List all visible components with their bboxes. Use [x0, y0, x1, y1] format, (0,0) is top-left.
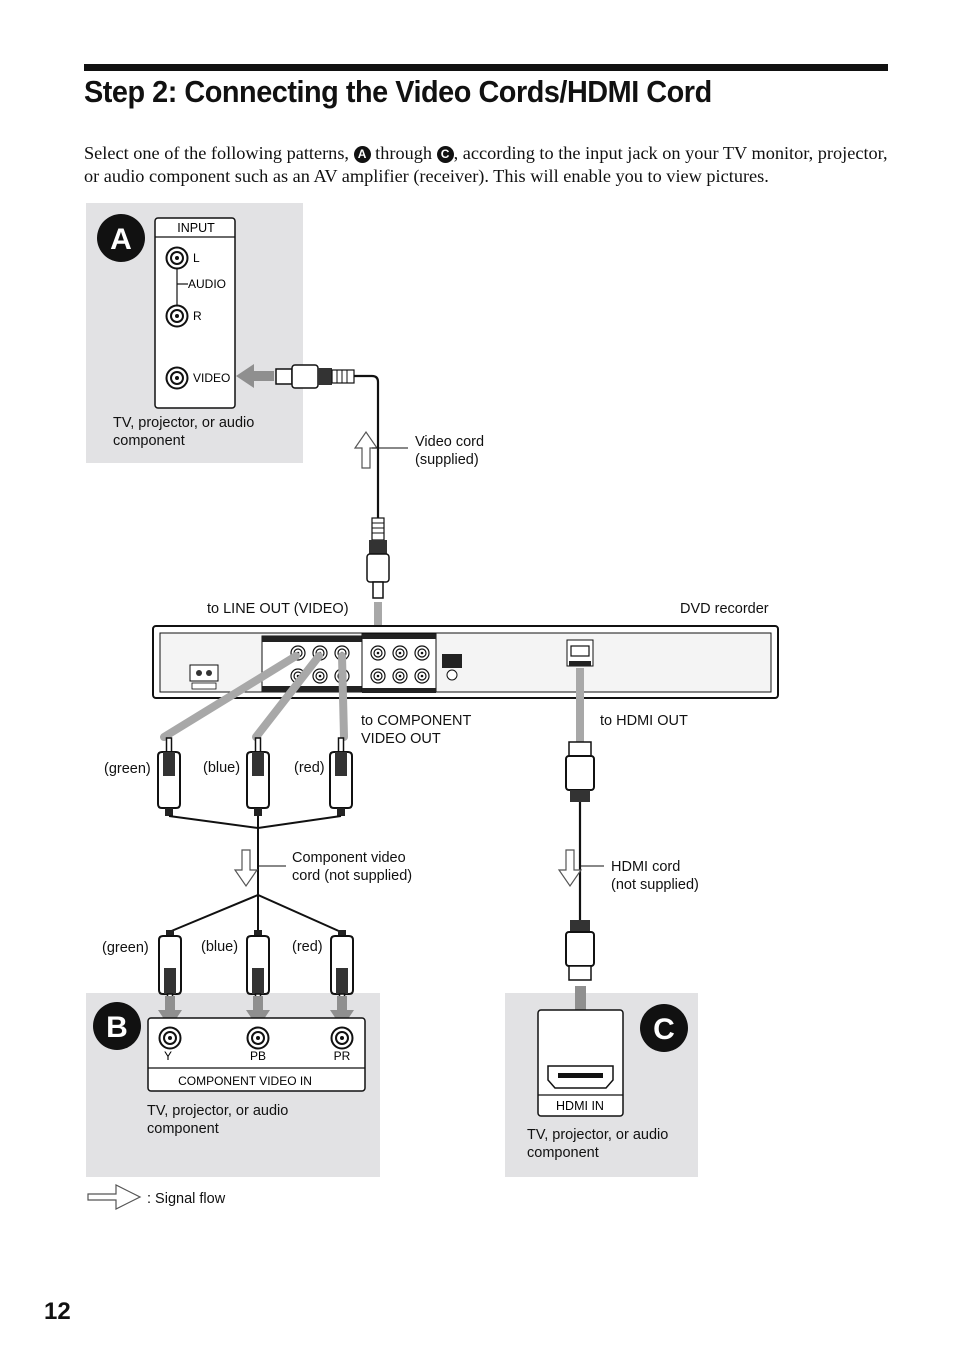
svg-text:A: A: [110, 223, 132, 256]
video-in-jack: [167, 368, 188, 389]
component-cord-label-line2: cord (not supplied): [292, 868, 413, 884]
pr-jack: [332, 1028, 353, 1049]
video-cord-label-line1: Video cord: [415, 434, 485, 450]
panel-b-device-label-line1: TV, projector, or audio: [147, 1103, 289, 1119]
audio-r-label: R: [193, 309, 202, 323]
hdmi-cord-label-line2: (not supplied): [611, 877, 699, 893]
component-cord-label-line1: Component video: [292, 850, 406, 866]
intro-text-2: through: [375, 143, 433, 163]
panel-a-device-label-line1: TV, projector, or audio: [113, 415, 255, 431]
audio-l-jack: [167, 248, 188, 269]
signal-flow-legend-text: : Signal flow: [147, 1191, 226, 1207]
to-component-label-line1: to COMPONENT: [361, 713, 472, 729]
svg-text:C: C: [653, 1013, 675, 1046]
panel-c-device-label-line1: TV, projector, or audio: [527, 1127, 669, 1143]
to-component-label: [361, 712, 471, 748]
to-component-label-line2: VIDEO OUT: [361, 731, 441, 747]
hdmi-cord-gray-link: [576, 668, 584, 742]
y-jack-label: Y: [163, 1049, 173, 1063]
y-jack: [160, 1028, 181, 1049]
pb-jack-label: PB: [249, 1049, 267, 1063]
component-signal-flow-arrow: [235, 850, 257, 886]
video-signal-flow-arrow: [355, 432, 377, 468]
top-red-label: (red): [294, 760, 325, 776]
intro-text-3: , according to the input jack on your TV monitor, projector, or audio component such as an AV amplifier (receiver). This will enable you to view pictures.: [84, 143, 888, 186]
page-title: Step 2: Connecting the Video Cords/HDMI Cord: [84, 74, 712, 109]
intro-text-1: Select one of the following patterns,: [84, 143, 350, 163]
bottom-green-label: (green): [102, 940, 149, 956]
pr-jack-label: PR: [333, 1049, 351, 1063]
pattern-c-badge: C: [437, 146, 454, 163]
component-cord-label: [292, 849, 412, 885]
panel-c-device-label: [527, 1126, 668, 1162]
panel-a-device-label: [113, 414, 254, 450]
input-header-label: INPUT: [177, 221, 215, 235]
signal-flow-legend-arrow: [88, 1185, 140, 1209]
pb-jack: [248, 1028, 269, 1049]
dvd-recorder-label: DVD recorder: [680, 601, 769, 617]
to-line-out-label: to LINE OUT (VIDEO): [207, 601, 349, 617]
component-plug-top-red: [330, 738, 352, 816]
panel-a-badge: [97, 214, 145, 262]
panel-b-jack-board: [148, 1018, 365, 1091]
audio-r-jack: [167, 306, 188, 327]
bottom-blue-label: (blue): [201, 939, 239, 955]
panel-b-device-label-line2: component: [147, 1121, 219, 1137]
pattern-a-badge: A: [354, 146, 371, 163]
hdmi-cord-label-line1: HDMI cord: [611, 859, 681, 875]
audio-group-label: AUDIO: [188, 277, 227, 291]
hdmi-cord-label: [611, 858, 699, 894]
hdmi-signal-flow-arrow: [559, 850, 581, 886]
panel-a-jack-board: [155, 218, 235, 408]
video-cord-label: [415, 433, 484, 469]
video-in-label: VIDEO: [193, 371, 231, 385]
to-hdmi-out-label: to HDMI OUT: [600, 713, 688, 729]
panel-c-device-label-line2: component: [527, 1145, 599, 1161]
panel-b-badge: [93, 1002, 141, 1050]
component-plug-top-green: [158, 738, 180, 816]
panel-a-device-label-line2: component: [113, 433, 185, 449]
hdmi-in-label: HDMI IN: [556, 1099, 604, 1113]
top-blue-label: (blue): [203, 760, 241, 776]
component-plug-top-blue: [247, 738, 269, 816]
page-number: 12: [44, 1298, 71, 1325]
audio-l-label: L: [193, 251, 200, 265]
video-cord-label-line2: (supplied): [415, 452, 479, 468]
svg-text:B: B: [106, 1011, 128, 1044]
panel-c-badge: [640, 1004, 688, 1052]
panel-c-jack-board: [538, 1010, 623, 1116]
top-green-label: (green): [104, 761, 151, 777]
component-video-in-label: COMPONENT VIDEO IN: [178, 1074, 312, 1088]
bottom-red-label: (red): [292, 939, 323, 955]
panel-b-device-label: [147, 1102, 288, 1138]
